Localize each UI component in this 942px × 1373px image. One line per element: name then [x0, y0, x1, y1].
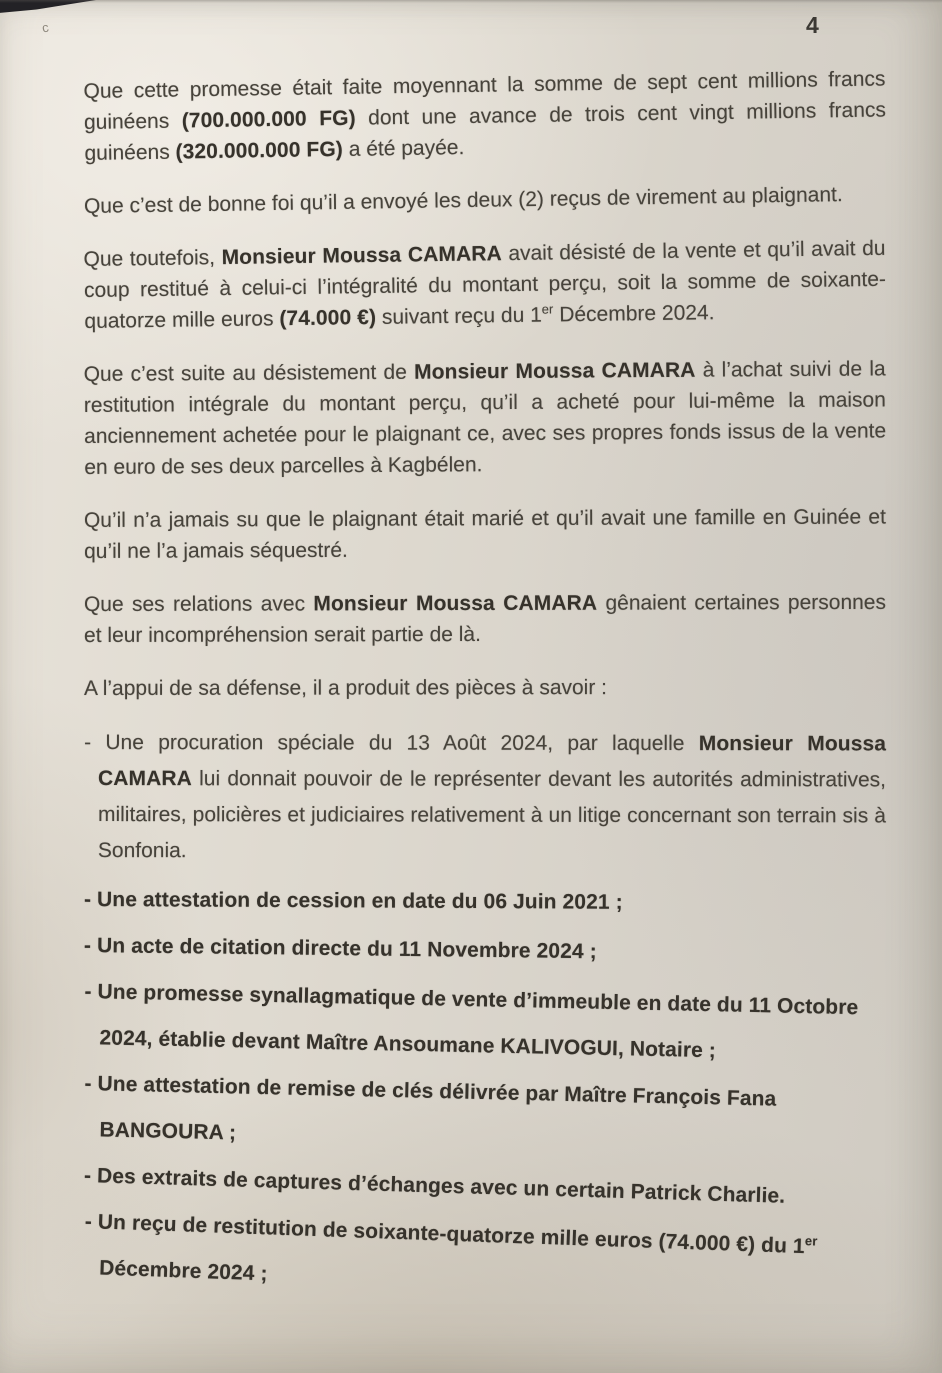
text-run: Que c’est suite au désistement de [83, 360, 415, 387]
text-run: Qu’il n’a jamais su que le plaignant était marié et qu’il avait une famille en Guinée et qu’il ne l’a jamais séquestré. [83, 505, 886, 563]
list-item-8 [84, 725, 886, 870]
text-run: - Un acte de citation directe du 11 Novembre 2024 ; [83, 934, 597, 964]
text-run: Monsieur Moussa CAMARA [221, 242, 502, 270]
document-body [83, 67, 887, 1291]
text-run: - Une promesse synallagmatique de vente d’immeuble en date du 11 Octobre 2024, établie devant Maître Ansoumane KALIVOGUI, Notaire ; [84, 980, 859, 1063]
text-run: - Un reçu de restitution de soixante-quatorze mille euros (74.000 €) du 1 [84, 1210, 806, 1259]
text-run: (320.000.000 FG) [175, 137, 344, 164]
text-run: - Une procuration spéciale du 13 Août 2024, par laquelle [84, 731, 699, 756]
stray-pen-mark: c [40, 19, 50, 36]
text-run: lui donnait pouvoir de le représenter devant les autorités administratives, militaires, policières et judiciaires relativement à un litige concernant son terrain sis à Sonfonia. [97, 767, 887, 863]
text-run: Monsieur Moussa CAMARA [413, 358, 696, 384]
text-run: gênaient certaines personnes et leur incompréhension serait partie de là. [84, 590, 887, 647]
text-run: er [804, 1233, 818, 1249]
paragraph-6 [84, 587, 886, 651]
text-run: - Des extraits de captures d’échanges avec un certain Patrick Charlie. [83, 1164, 786, 1208]
list-item-11 [83, 969, 887, 1078]
text-run: Que ses relations avec [83, 592, 314, 616]
text-run: (700.000.000 FG) [181, 106, 356, 133]
text-run: Que cette promesse était faite moyennant la somme de sept cent millions francs guinéens [83, 67, 886, 134]
text-run: - Une attestation de cession en date du 06 Juin 2021 ; [83, 888, 623, 914]
paragraph-2 [84, 178, 886, 222]
photo-top-shadow [0, 0, 942, 3]
paragraph-7 [84, 672, 886, 704]
paragraph-3 [83, 233, 886, 337]
text-run: à l’achat suivi de la restitution intégrale du montant perçu, qu’il a acheté pour lui-même la maison anciennement achetée pour le plaignant ce, avec ses propres fonds issus de la vente en euro de ses deux parcelles à Kagbélen. [83, 357, 887, 479]
text-run: Que c’est de bonne foi qu’il a envoyé les deux (2) reçus de virement au plaignant. [83, 183, 843, 218]
text-run: Que toutefois, [83, 246, 222, 272]
text-run: (74.000 €) [279, 305, 377, 331]
list-item-9 [84, 877, 886, 927]
text-run: er [541, 301, 554, 317]
list-item-12 [83, 1061, 887, 1171]
text-run: - Une attestation de remise de clés délivrée par Maître François Fana BANGOURA ; [84, 1072, 777, 1145]
text-run: suivant reçu du 1 [375, 303, 542, 329]
text-run: Décembre 2024 ; [98, 1256, 268, 1286]
paragraph-4 [84, 353, 887, 483]
text-run: avait désisté de la vente et qu’il avait du coup restitué à celui-ci l’intégralité du montant perçu, soit la somme de soixante-quatorze mille euros [83, 236, 887, 333]
list-item-10 [84, 923, 887, 979]
text-run: A l’appui de sa défense, il a produit des pièces à savoir : [83, 676, 608, 700]
text-run: Monsieur Moussa CAMARA [98, 732, 887, 791]
paragraph-1 [83, 63, 886, 169]
text-run: dont une avance de trois cent vingt millions francs guinéens [84, 98, 887, 165]
page-number: 4 [806, 12, 820, 38]
text-run: Monsieur Moussa CAMARA [313, 591, 598, 616]
paragraph-5 [84, 502, 886, 567]
text-run: Décembre 2024. [553, 301, 715, 327]
text-run: a été payée. [342, 136, 465, 161]
